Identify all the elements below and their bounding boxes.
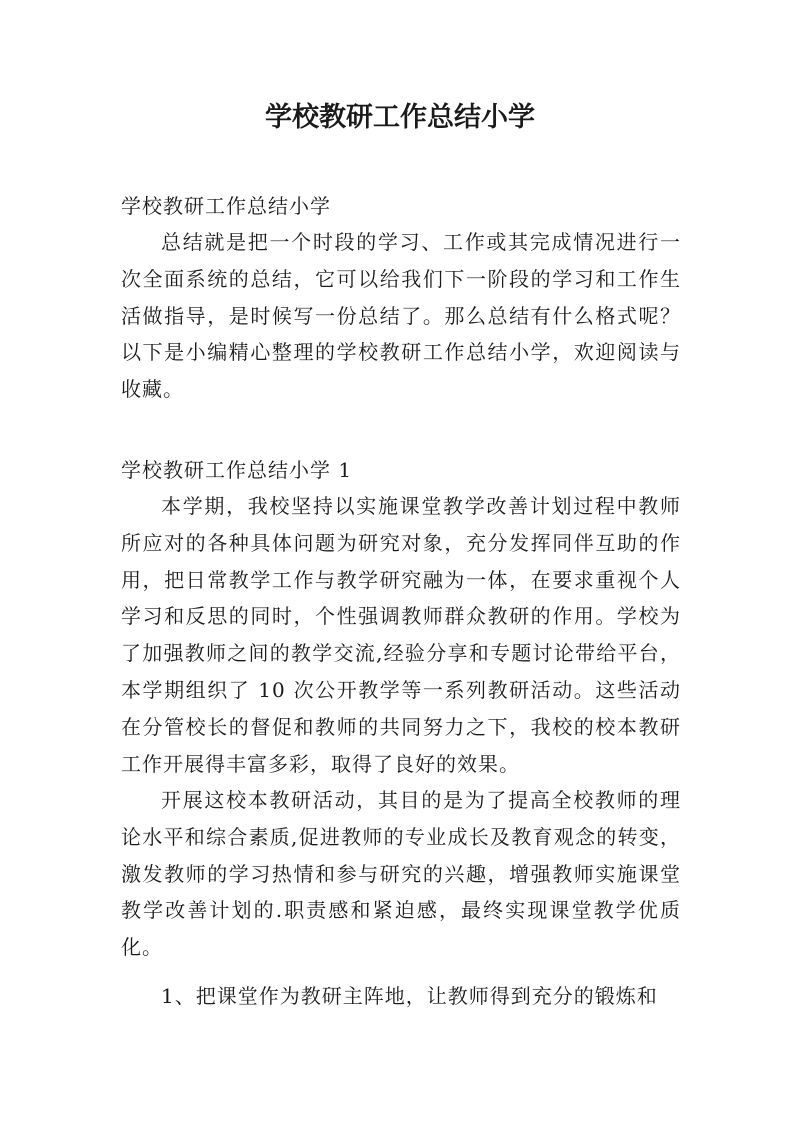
section-paragraph-1: 本学期，我校坚持以实施课堂教学改善计划过程中教师所应对的各种具体问题为研究对象，充分发挥同伴互助的作用，把日常教学工作与教学研究融为一体，在要求重视个人学习和反思的同时，个性强调教师群众教研的作用。学校为了加强教师之间的教学交流,经验分享和专题讨论带给平台，本学期组织了 10 次公开教学等一系列教研活动。这些活动在分管校长的督促和教师的共同努力之下，我校的校本教研工作开展得丰富多彩，取得了良好的效果。 (121, 494, 681, 776)
section-heading: 学校教研工作总结小学 1 (121, 458, 353, 482)
document-title: 学校教研工作总结小学 (265, 102, 535, 133)
document-subtitle: 学校教研工作总结小学 (121, 194, 331, 218)
intro-paragraph: 总结就是把一个时段的学习、工作或其完成情况进行一次全面系统的总结，它可以给我们下一阶段的学习和工作生活做指导，是时候写一份总结了。那么总结有什么格式呢？以下是小编精心整理的学校教研工作总结小学，欢迎阅读与收藏。 (121, 230, 681, 402)
section-paragraph-3: 1、把课堂作为教研主阵地，让教师得到充分的锻炼和 (161, 984, 658, 1008)
section-paragraph-2: 开展这校本教研活动，其目的是为了提高全校教师的理论水平和综合素质,促进教师的专业成长及教育观念的转变，激发教师的学习热情和参与研究的兴趣，增强教师实施课堂教学改善计划的.职责感和紧迫感，最终实现课堂教学优质化。 (121, 788, 681, 960)
